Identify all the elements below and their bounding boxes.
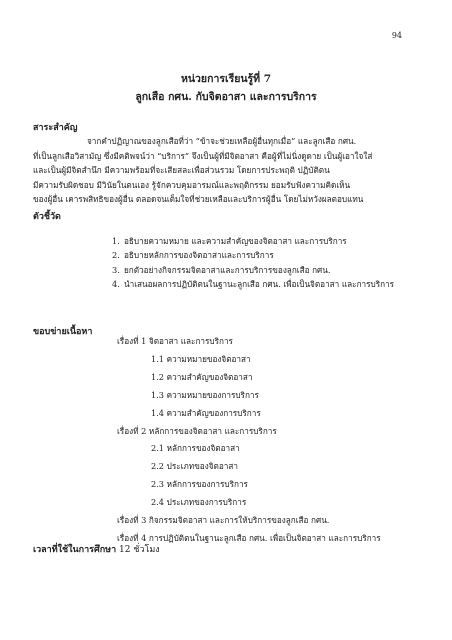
scope-topic: เรื่องที่ 1 จิตอาสา และการบริการ [117, 336, 233, 346]
indicator-text: อธิบายหลักการของจิตอาสาและการบริการ [124, 250, 274, 261]
scope-list [117, 333, 437, 548]
study-time-label: เวลาที่ใช้ในการศึกษา [33, 545, 117, 555]
scope-subtopic: 2.3 หลักการของการบริการ [151, 479, 248, 490]
scope-topic: เรื่องที่ 2 หลักการของจิตอาสา และการบริการ [117, 425, 277, 436]
scope-subtopic: 1.1 ความหมายของจิตอาสา [151, 353, 251, 364]
essence-line: ที่เป็นลูกเสือวิสามัญ ซึ่งมีคติพจน์ว่า “บริการ” จึงเป็นผู้ที่มีจิตอาสา คือผู้ที่ไม่นิ่งดูดาย เป็นผู้เอาใจใส่ [33, 150, 373, 161]
page-number: 94 [391, 31, 402, 40]
indicator-item [112, 277, 412, 291]
scope-subtopic: 2.4 ประเภทของการบริการ [151, 497, 247, 508]
scope-heading: ขอบข่ายเนื้อหา [33, 327, 93, 337]
essence-line: และเป็นผู้มีจิตสำนึก มีความพร้อมที่จะเสียสละเพื่อส่วนรวม โดยการประพฤติ ปฏิบัติตน [33, 165, 330, 176]
essence-line: มีความรับผิดชอบ มีวินัยในตนเอง รู้จักควบคุมอารมณ์และพฤติกรรม ยอมรับฟังความคิดเห็น [33, 179, 351, 190]
essence-line: ของผู้อื่น เคารพสิทธิของผู้อื่น ตลอดจนเต็มใจที่ช่วยเหลือและบริการผู้อื่น โดยไม่หวังผลตอบแทน [33, 194, 364, 205]
scope-subtopic: 2.2 ประเภทของจิตอาสา [151, 461, 238, 472]
indicator-item [112, 248, 412, 262]
scope-subtopic: 2.1 หลักการของจิตอาสา [151, 443, 240, 454]
indicator-item [112, 263, 412, 277]
indicator-text: นำเสนอผลการปฏิบัติตนในฐานะลูกเสือ กศน. เพื่อเป็นจิตอาสา และการบริการ [124, 279, 395, 290]
scope-subtopic: 1.3 ความหมายของการบริการ [151, 389, 259, 400]
indicator-text: อธิบายความหมาย และความสำคัญของจิตอาสา และการบริการ [124, 236, 347, 246]
study-time [33, 542, 160, 556]
essence-line: จากคำปฏิญาณของลูกเสือที่ว่า “ข้าจะช่วยเหลือผู้อื่นทุกเมื่อ” และลูกเสือ กศน. [87, 136, 357, 146]
indicators-list [112, 234, 412, 292]
scope-subtopic: 1.2 ความสำคัญของจิตอาสา [151, 371, 253, 382]
study-time-value: 12 ชั่วโมง [119, 545, 160, 555]
indicator-number: 4. [112, 279, 120, 290]
indicator-number: 1. [112, 236, 120, 246]
unit-title: หน่วยการเรียนรู้ที่ 7 [180, 73, 272, 85]
indicators-heading: ตัวชี้วัด [33, 212, 61, 222]
scope-topic: เรื่องที่ 3 กิจกรรมจิตอาสา และการให้บริการของลูกเสือ กศน. [117, 515, 330, 526]
scope-topic: เรื่องที่ 4 การปฏิบัติตนในฐานะลูกเสือ กศน. เพื่อเป็นจิตอาสา และการบริการ [117, 532, 381, 543]
indicator-number: 2. [112, 250, 120, 261]
unit-subtitle: ลูกเสือ กศน. กับจิตอาสา และการบริการ [135, 91, 317, 103]
indicator-number: 3. [112, 264, 120, 275]
essence-heading: สาระสำคัญ [33, 123, 78, 133]
scope-subtopic: 1.4 ความสำคัญของการบริการ [151, 407, 261, 418]
essence-paragraph [33, 134, 417, 207]
indicator-text: ยกตัวอย่างกิจกรรมจิตอาสาและการบริการของลูกเสือ กศน. [124, 264, 331, 275]
indicator-item [112, 234, 412, 248]
